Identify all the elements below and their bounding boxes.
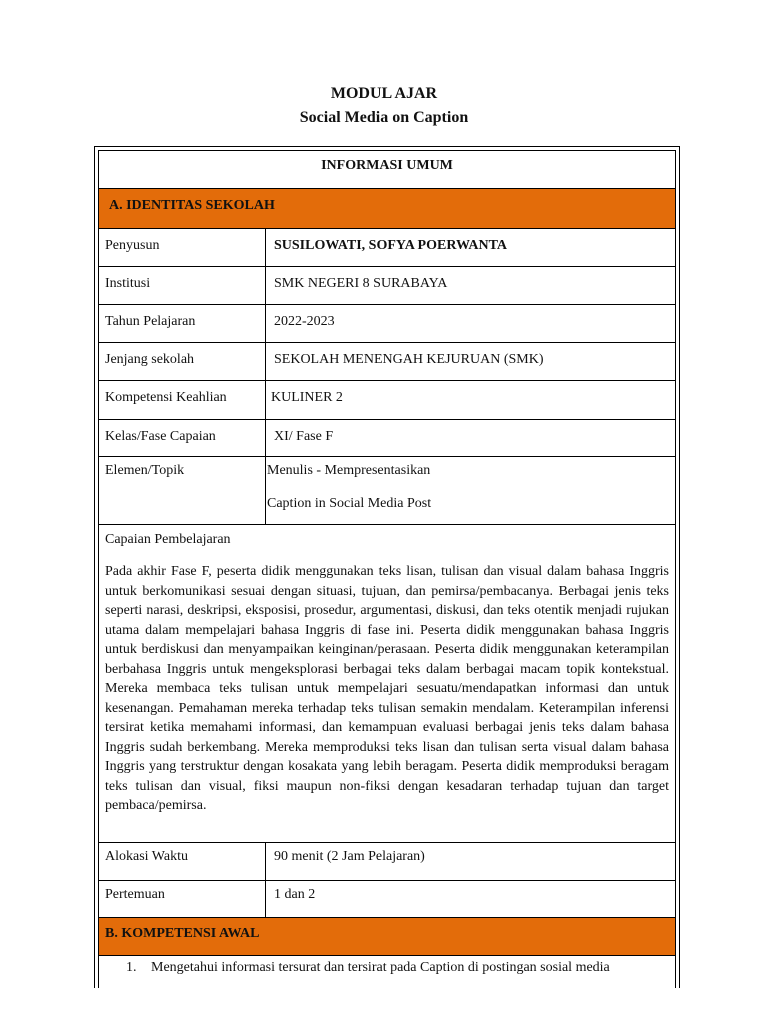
row-label: Elemen/Topik xyxy=(105,463,185,478)
row-value: SEKOLAH MENENGAH KEJURUAN (SMK) xyxy=(274,352,544,367)
row-value: KULINER 2 xyxy=(271,390,343,405)
column-divider xyxy=(265,457,266,524)
row-label: Pertemuan xyxy=(105,887,165,902)
row-label: Alokasi Waktu xyxy=(105,849,188,864)
capaian-paragraph: Pada akhir Fase F, peserta didik menggunakan teks lisan, tulisan dan visual dalam bahasa Inggris untuk berkomunikasi sesuai dengan situasi, tujuan, dan pemirsa/pembacanya. Berbagai jenis teks seperti narasi, deskripsi, eksposisi, prosedur, argumentasi, diskusi, dan teks otentik menjadi rujukan utama dalam mempelajari bahasa Inggris di fase ini. Peserta didik menggunakan bahasa Inggris untuk berdiskusi dan menyampaikan keinginan/perasaan. Peserta didik menggunakan keterampilan berbahasa Inggris untuk mengeksplorasi berbagai teks dalam berbagai macam topik kontekstual. Mereka membaca teks tulisan untuk mempelajari sesuatu/mendapatkan informasi dan untuk kesenangan. Pemahaman mereka terhadap teks tulisan semakin mendalam. Keterampilan inferensi tersirat ketika memahami informasi, dan kemampuan evaluasi berbagai jenis teks dalam bahasa Inggris sudah berkembang. Mereka memproduksi teks lisan dan tulisan serta visual dalam bahasa Inggris yang terstruktur dengan kosakata yang lebih beragam. Peserta didik memproduksi beragam teks tulisan dan visual, fiksi maupun non-fiksi dengan kesadaran terhadap tujuan dan target pembaca/pemirsa. xyxy=(105,564,669,813)
section-b-bar xyxy=(99,918,675,956)
section-a-heading: A. IDENTITAS SEKOLAH xyxy=(109,198,275,213)
section-a-bar xyxy=(99,189,675,229)
column-divider xyxy=(265,267,266,304)
table-row-jenjang-sekolah xyxy=(99,343,675,381)
row-value: 2022-2023 xyxy=(274,314,335,329)
row-label: Jenjang sekolah xyxy=(105,352,195,367)
table-row-elemen-topik xyxy=(99,457,675,525)
list-item: Mengetahui informasi tersurat dan tersirat pada Caption di postingan sosial media xyxy=(151,960,610,975)
column-divider xyxy=(265,420,266,456)
row-label: Kompetensi Keahlian xyxy=(105,390,227,405)
row-value: 90 menit (2 Jam Pelajaran) xyxy=(274,849,425,864)
table-row-kelas-fase xyxy=(99,420,675,457)
table-row-pertemuan xyxy=(99,881,675,918)
row-label: Kelas/Fase Capaian xyxy=(105,429,216,444)
kompetensi-awal-list xyxy=(99,956,675,989)
info-table-outer xyxy=(94,146,680,988)
column-divider xyxy=(265,881,266,917)
column-divider xyxy=(265,229,266,266)
table-row-kompetensi-keahlian xyxy=(99,381,675,420)
elemen-line-2: Caption in Social Media Post xyxy=(267,496,432,511)
document-subtitle: Social Media on Caption xyxy=(299,109,469,126)
table-row-institusi xyxy=(99,267,675,305)
column-divider xyxy=(265,343,266,380)
column-divider xyxy=(265,381,266,419)
row-value: SMK NEGERI 8 SURABAYA xyxy=(274,276,448,291)
column-divider xyxy=(265,305,266,342)
capaian-label: Capaian Pembelajaran xyxy=(105,532,231,547)
table-row-capaian xyxy=(99,525,675,843)
elemen-line-1: Menulis - Mempresentasikan xyxy=(267,463,431,478)
list-item-number: 1. xyxy=(126,960,137,975)
document-title: MODUL AJAR xyxy=(330,85,438,102)
row-value: 1 dan 2 xyxy=(274,887,316,902)
document-title-block xyxy=(0,82,768,130)
informasi-umum-row xyxy=(99,151,675,189)
info-table xyxy=(98,150,676,988)
row-label: Institusi xyxy=(105,276,151,291)
column-divider xyxy=(265,843,266,880)
row-value: XI/ Fase F xyxy=(274,429,334,444)
row-value: SUSILOWATI, SOFYA POERWANTA xyxy=(274,238,508,253)
informasi-umum-heading: INFORMASI UMUM xyxy=(321,158,453,173)
row-label: Penyusun xyxy=(105,238,160,253)
table-row-alokasi-waktu xyxy=(99,843,675,881)
section-b-heading: B. KOMPETENSI AWAL xyxy=(105,926,260,941)
table-row-tahun-pelajaran xyxy=(99,305,675,343)
row-label: Tahun Pelajaran xyxy=(105,314,196,329)
table-row-penyusun xyxy=(99,229,675,267)
